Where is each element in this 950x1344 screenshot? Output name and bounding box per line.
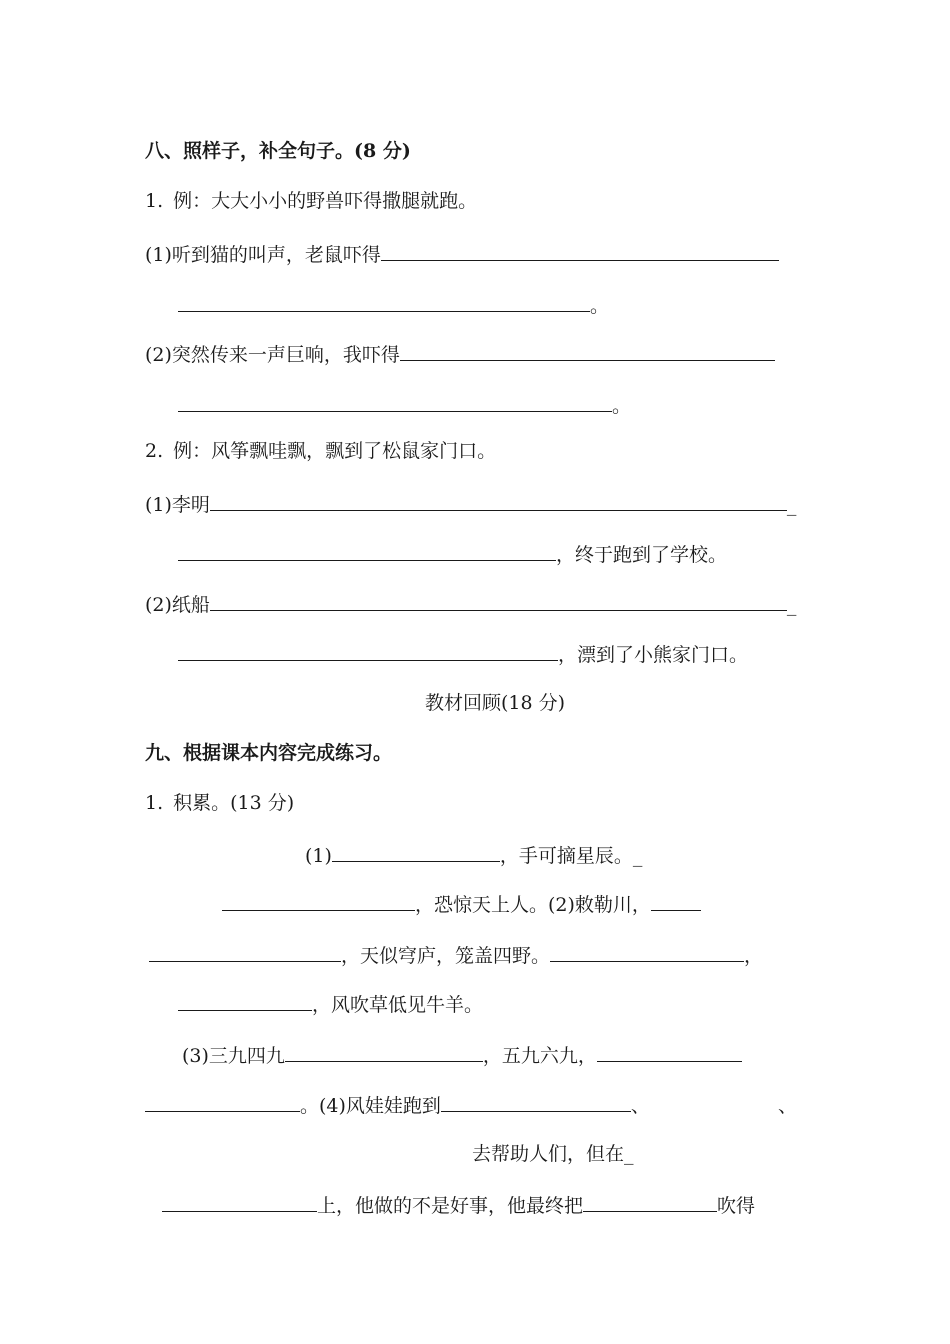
q1-part2 [145,340,775,368]
q2-part2-cont [178,640,748,668]
q1-part1-cont [178,291,609,319]
s9-l8-b: 吹得 [717,1195,756,1217]
s9-l8-a: 上，他做的不是好事，他最终把 [317,1195,584,1217]
s9-blank-5[interactable] [550,941,744,962]
s9-l2-a: ，恐惊天上人。(2)敕勒川， [415,894,651,916]
section-9-title: 九、根据课本内容完成练习。 [145,742,393,764]
s9-q1-label-text: 积累。(13 分) [173,792,295,814]
q2-part2-tail: _ [786,594,797,616]
q2-part1-prompt: (1)李明 [145,494,210,516]
s9-l5-a: (3)三九四九 [182,1045,285,1067]
s9-l7-a: 去帮助人们，但在_ [472,1143,634,1165]
s9-blank-3[interactable] [651,890,701,911]
s9-q1-label [145,790,294,816]
q2-example [145,438,496,464]
s9-line-1 [305,841,642,869]
s9-line-6 [145,1091,797,1119]
s9-l6-b: 、 [630,1095,650,1117]
q2-number: 2. [145,440,164,462]
s9-line-4 [178,990,483,1018]
s9-l6-a: 。(4)风娃娃跑到 [300,1095,441,1117]
q1-number: 1. [145,190,164,212]
q1-part2-blank-2[interactable] [178,391,612,412]
review-heading: 教材回顾(18 分) [424,692,566,714]
q1-part2-prompt: (2)突然传来一声巨响，我吓得 [145,344,400,366]
q1-part1-blank-2[interactable] [178,291,590,312]
s9-l1-a: (1) [305,845,332,867]
s9-blank-10[interactable] [441,1091,631,1112]
q1-part2-blank-1[interactable] [400,340,775,361]
s9-blank-4[interactable] [149,941,341,962]
s9-l5-b: ，五九六九， [482,1045,597,1067]
s9-l3-a: ，天似穹庐，笼盖四野。 [341,945,551,967]
s9-l3-b: ， [744,945,764,967]
q2-part1 [145,490,796,518]
s9-line-8 [162,1191,755,1219]
q2-part1-cont [178,540,727,568]
s9-line-5 [182,1041,742,1069]
q1-example [145,188,477,214]
q1-part1-end: 。 [590,295,610,317]
q1-part2-cont [178,391,631,419]
s9-blank-2[interactable] [222,890,415,911]
q2-part2-prompt: (2)纸船 [145,594,210,616]
q2-part1-blank-1[interactable] [210,490,787,511]
q2-part2 [145,590,796,618]
s9-line-2 [222,890,701,918]
q1-part2-end: 。 [612,395,632,417]
q2-example-text: 例：风筝飘哇飘，飘到了松鼠家门口。 [173,440,497,462]
s9-l1-b: ，手可摘星辰。_ [499,845,643,867]
q2-part2-end: ，漂到了小熊家门口。 [558,644,749,666]
q2-part2-blank-1[interactable] [210,590,787,611]
s9-blank-12[interactable] [583,1191,717,1212]
s9-blank-11[interactable] [162,1191,317,1212]
q2-part2-blank-2[interactable] [178,640,558,661]
s9-blank-9[interactable] [145,1091,300,1112]
s9-l4-a: ，风吹草低见牛羊。 [312,994,484,1016]
s9-line-3 [149,941,763,969]
q1-part1-prompt: (1)听到猫的叫声，老鼠吓得 [145,244,381,266]
section-8-title: 八、照样子，补全句子。(8 分) [145,140,411,162]
s9-q1-number: 1. [145,792,164,814]
q2-part1-blank-2[interactable] [178,540,556,561]
q1-part1 [145,240,779,268]
q1-part1-blank-1[interactable] [381,240,779,261]
s9-l6-c: 、 [777,1095,797,1117]
s9-blank-7[interactable] [285,1041,483,1062]
s9-blank-6[interactable] [178,990,312,1011]
q1-example-text: 例：大大小小的野兽吓得撒腿就跑。 [173,190,478,212]
s9-blank-1[interactable] [332,841,500,862]
q2-part1-tail: _ [786,494,797,516]
q2-part1-end: ，终于跑到了学校。 [556,544,728,566]
s9-line-7 [472,1141,634,1167]
s9-blank-8[interactable] [597,1041,742,1062]
